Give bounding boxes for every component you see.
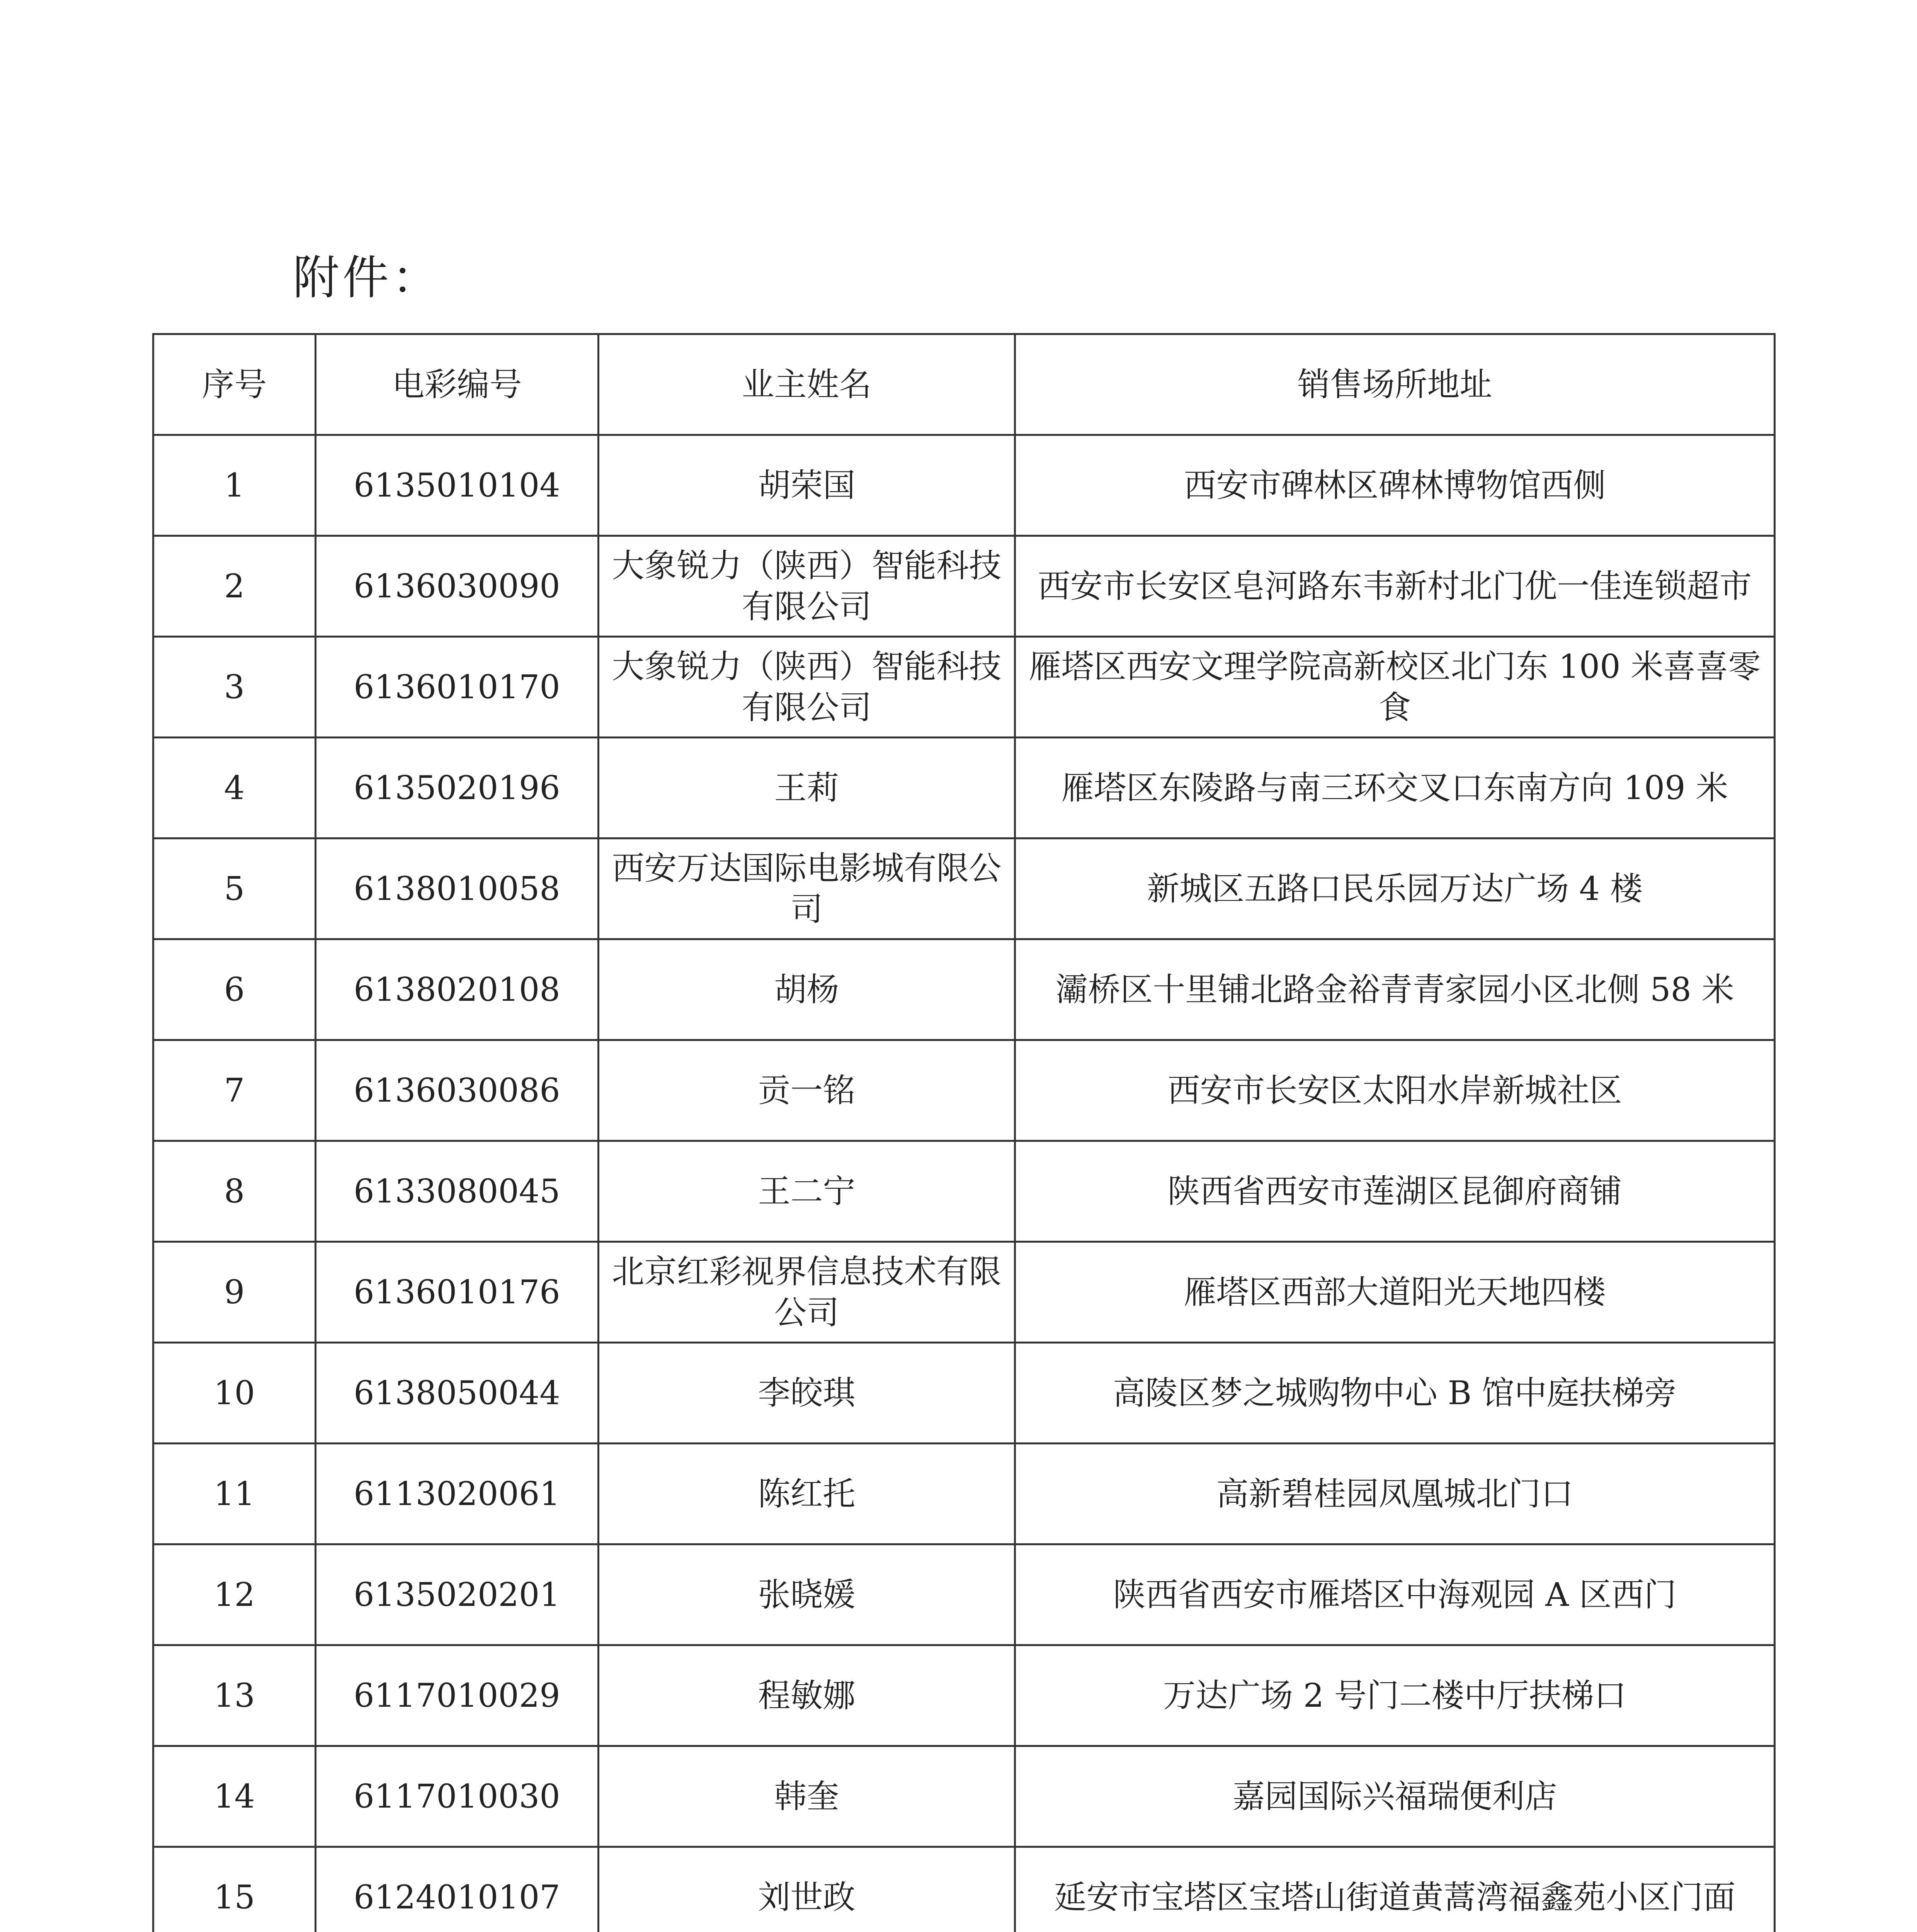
table-row [153, 1645, 1775, 1746]
table-body [153, 435, 1775, 1932]
cell-address: 新城区五路口民乐园万达广场 4 楼 [1015, 838, 1775, 939]
header-owner: 业主姓名 [599, 334, 1015, 435]
cell-seq: 7 [153, 1040, 316, 1141]
cell-address: 西安市长安区皂河路东韦新村北门优一佳连锁超市 [1015, 536, 1775, 637]
cell-owner: 程敏娜 [599, 1645, 1015, 1746]
cell-seq: 11 [153, 1444, 316, 1544]
cell-code: 6117010030 [316, 1746, 599, 1847]
table-row [153, 1343, 1775, 1444]
table-row [153, 939, 1775, 1040]
cell-seq: 14 [153, 1746, 316, 1847]
cell-code: 6136030090 [316, 536, 599, 637]
cell-address: 西安市长安区太阳水岸新城社区 [1015, 1040, 1775, 1141]
table-row [153, 435, 1775, 536]
cell-address: 高陵区梦之城购物中心 B 馆中庭扶梯旁 [1015, 1343, 1775, 1444]
cell-owner: 北京红彩视界信息技术有限公司 [599, 1242, 1015, 1343]
cell-code: 6133080045 [316, 1141, 599, 1242]
table-header-row [153, 334, 1775, 435]
cell-code: 6135010104 [316, 435, 599, 536]
cell-seq: 8 [153, 1141, 316, 1242]
cell-address: 高新碧桂园凤凰城北门口 [1015, 1444, 1775, 1544]
table-row [153, 637, 1775, 738]
cell-address: 雁塔区西安文理学院高新校区北门东 100 米喜喜零食 [1015, 637, 1775, 738]
cell-owner: 王莉 [599, 738, 1015, 838]
cell-owner: 李皎琪 [599, 1343, 1015, 1444]
table-row [153, 1242, 1775, 1343]
table-row [153, 1040, 1775, 1141]
table-row [153, 536, 1775, 637]
table-row [153, 1746, 1775, 1847]
cell-code: 6135020196 [316, 738, 599, 838]
cell-code: 6113020061 [316, 1444, 599, 1544]
cell-code: 6117010029 [316, 1645, 599, 1746]
cell-seq: 15 [153, 1847, 316, 1932]
cell-seq: 3 [153, 637, 316, 738]
cell-seq: 1 [153, 435, 316, 536]
cell-seq: 2 [153, 536, 316, 637]
table-row [153, 1141, 1775, 1242]
cell-owner: 张晓媛 [599, 1544, 1015, 1645]
cell-owner: 贡一铭 [599, 1040, 1015, 1141]
cell-owner: 刘世政 [599, 1847, 1015, 1932]
cell-seq: 10 [153, 1343, 316, 1444]
cell-owner: 大象锐力（陕西）智能科技有限公司 [599, 536, 1015, 637]
cell-code: 6136010176 [316, 1242, 599, 1343]
cell-owner: 大象锐力（陕西）智能科技有限公司 [599, 637, 1015, 738]
cell-owner: 韩奎 [599, 1746, 1015, 1847]
cell-code: 6136030086 [316, 1040, 599, 1141]
cell-code: 6124010107 [316, 1847, 599, 1932]
cell-code: 6135020201 [316, 1544, 599, 1645]
header-address: 销售场所地址 [1015, 334, 1775, 435]
cell-address: 嘉园国际兴福瑞便利店 [1015, 1746, 1775, 1847]
cell-code: 6138010058 [316, 838, 599, 939]
cell-seq: 12 [153, 1544, 316, 1645]
table-row [153, 838, 1775, 939]
header-seq: 序号 [153, 334, 316, 435]
cell-owner: 陈红托 [599, 1444, 1015, 1544]
cell-seq: 6 [153, 939, 316, 1040]
cell-address: 灞桥区十里铺北路金裕青青家园小区北侧 58 米 [1015, 939, 1775, 1040]
cell-code: 6138020108 [316, 939, 599, 1040]
table-row [153, 1847, 1775, 1932]
table-row [153, 1444, 1775, 1544]
cell-address: 陕西省西安市雁塔区中海观园 A 区西门 [1015, 1544, 1775, 1645]
cell-address: 雁塔区西部大道阳光天地四楼 [1015, 1242, 1775, 1343]
cell-address: 陕西省西安市莲湖区昆御府商铺 [1015, 1141, 1775, 1242]
cell-owner: 西安万达国际电影城有限公司 [599, 838, 1015, 939]
table-row [153, 1544, 1775, 1645]
cell-seq: 9 [153, 1242, 316, 1343]
attachment-heading: 附件： [293, 251, 441, 305]
header-code: 电彩编号 [316, 334, 599, 435]
cell-owner: 王二宁 [599, 1141, 1015, 1242]
table-row [153, 738, 1775, 838]
cell-address: 西安市碑林区碑林博物馆西侧 [1015, 435, 1775, 536]
cell-seq: 4 [153, 738, 316, 838]
cell-owner: 胡荣国 [599, 435, 1015, 536]
cell-address: 延安市宝塔区宝塔山街道黄蒿湾福鑫苑小区门面 [1015, 1847, 1775, 1932]
cell-owner: 胡杨 [599, 939, 1015, 1040]
cell-seq: 5 [153, 838, 316, 939]
cell-code: 6138050044 [316, 1343, 599, 1444]
cell-code: 6136010170 [316, 637, 599, 738]
lottery-outlet-table [152, 333, 1776, 1932]
cell-seq: 13 [153, 1645, 316, 1746]
cell-address: 雁塔区东陵路与南三环交叉口东南方向 109 米 [1015, 738, 1775, 838]
cell-address: 万达广场 2 号门二楼中厅扶梯口 [1015, 1645, 1775, 1746]
